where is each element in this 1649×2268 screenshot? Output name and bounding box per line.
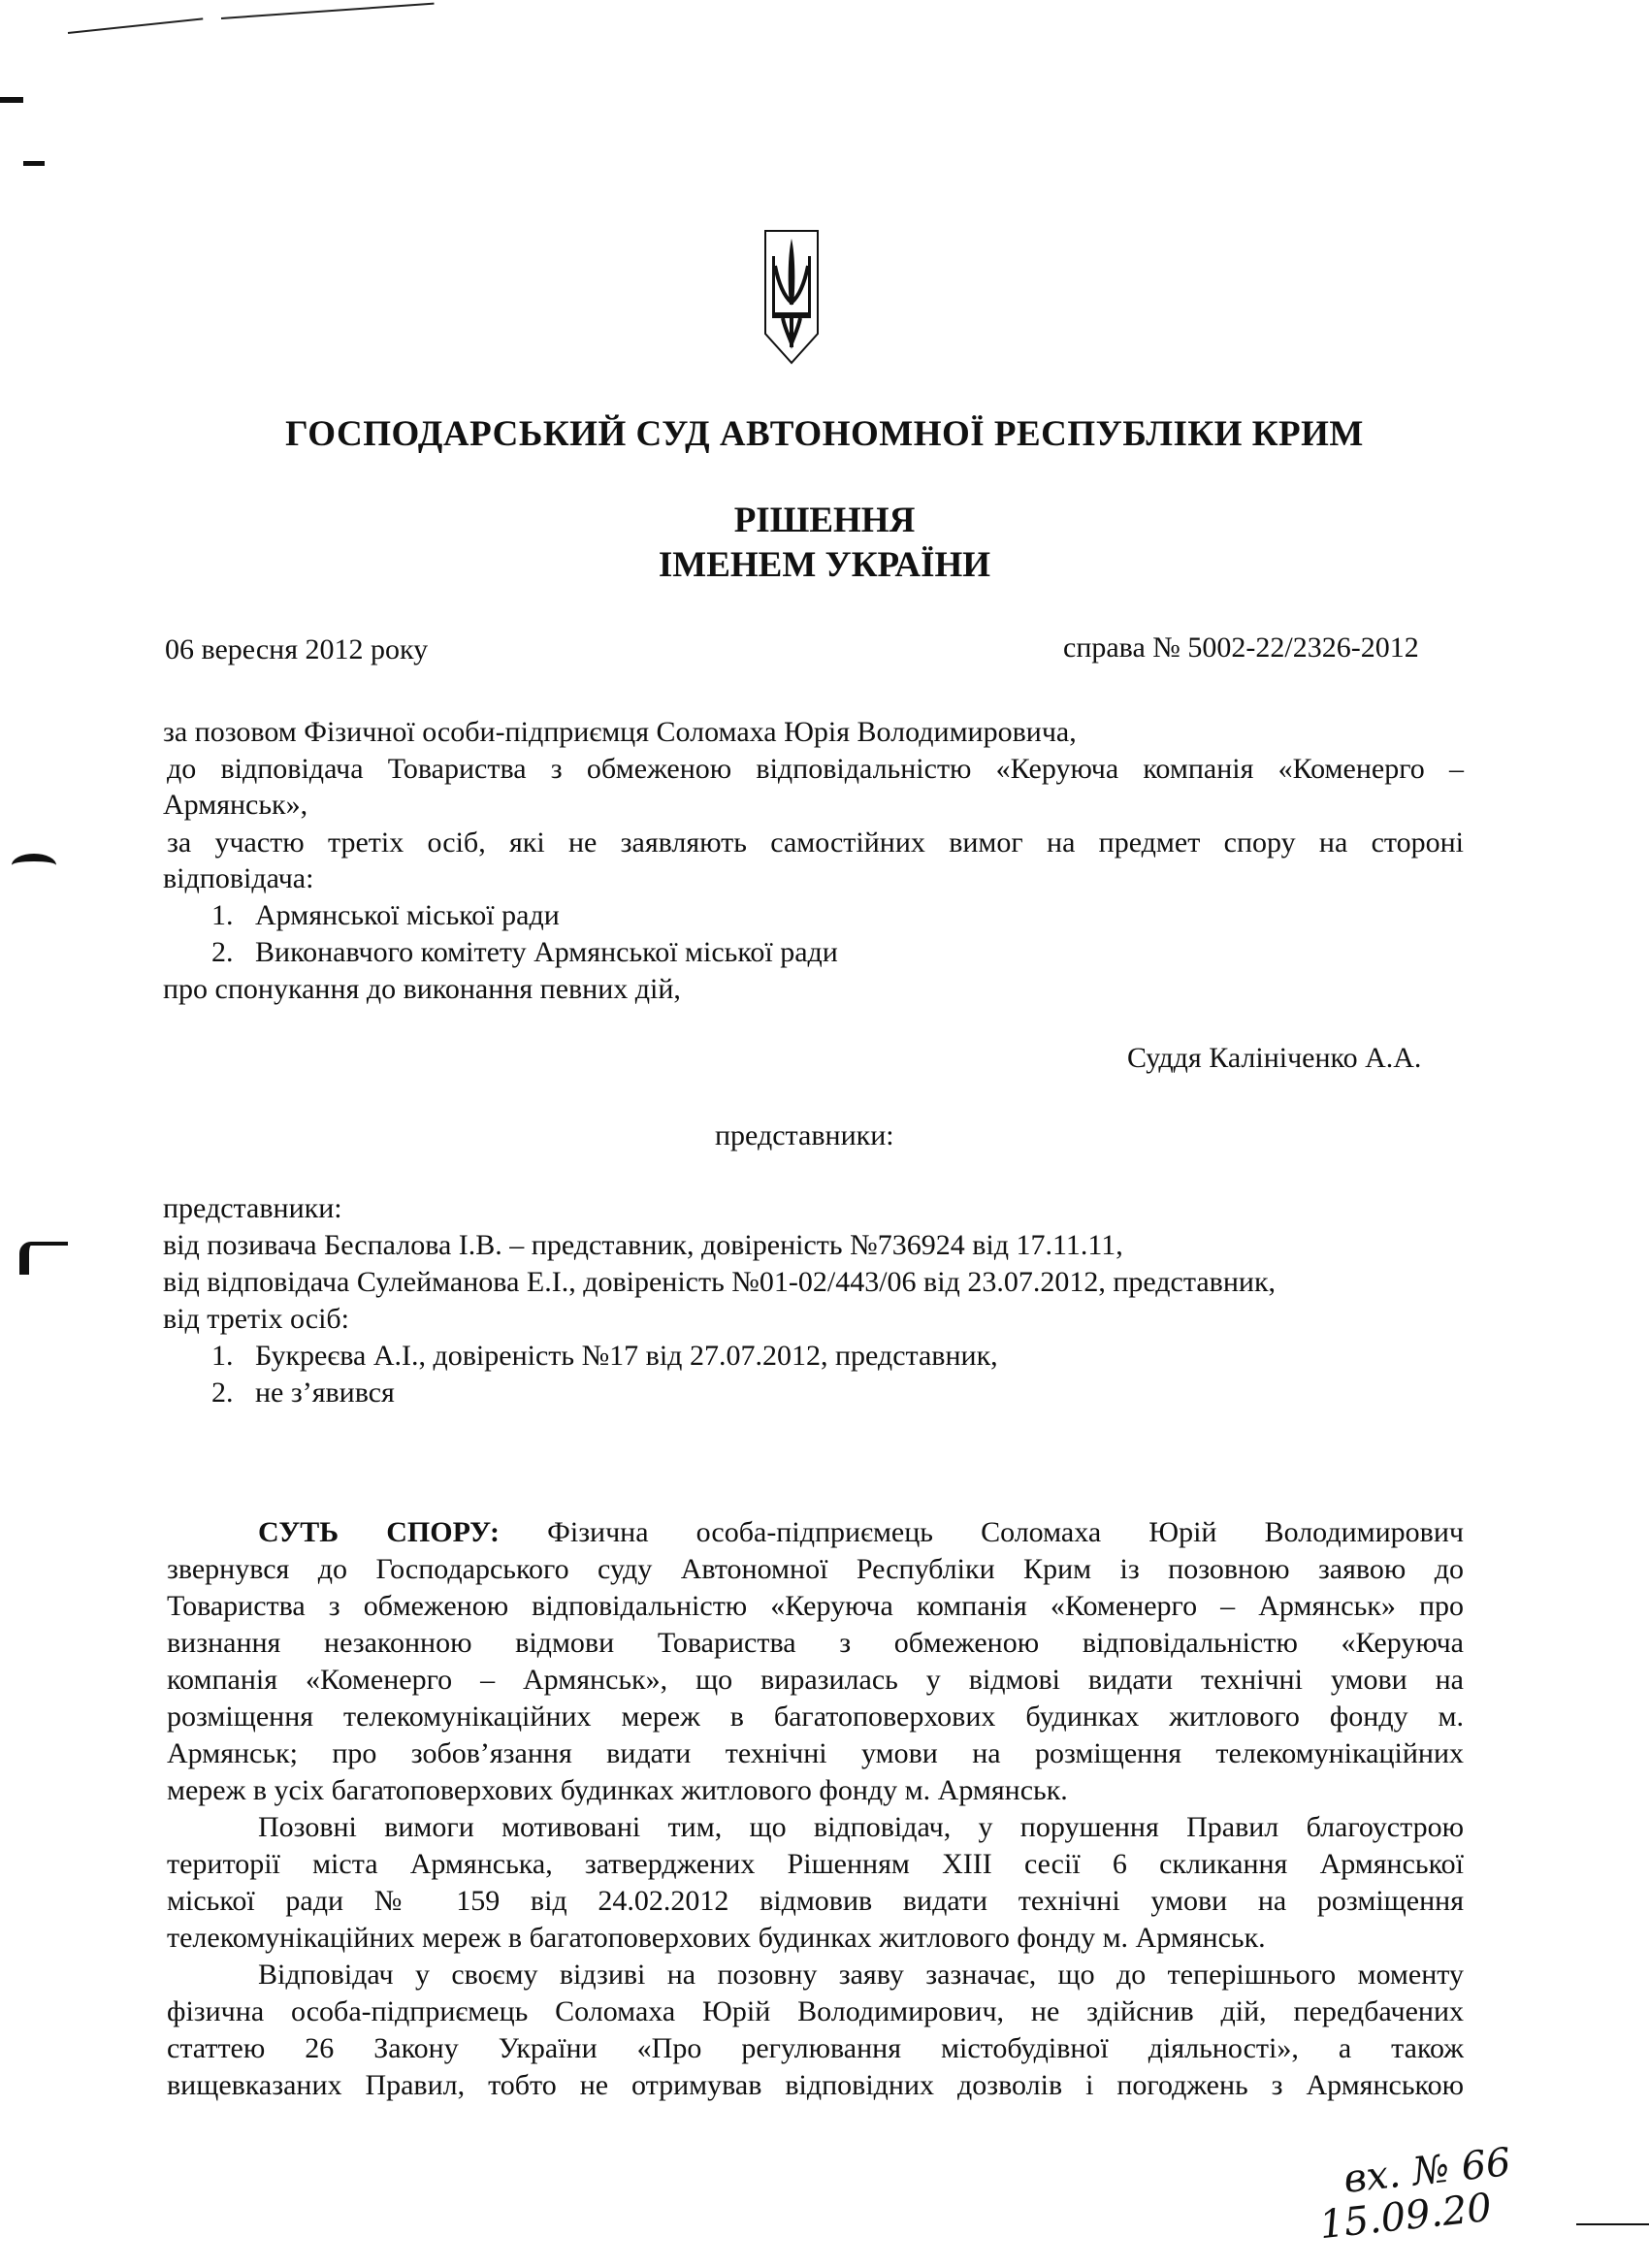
third-parties-line-cont: відповідача: [163,862,314,894]
paragraph-line: території міста Армянська, затверджених Рішенням XIII сесії 6 скликання Армянської [167,1848,1464,1880]
scan-artifact-margin-mark [0,97,23,103]
third-party-name: Виконавчого комітету Армянської міської ради [255,936,838,968]
paragraph-line: визнання незаконною відмови Товариства з обмеженою відповідальністю «Керуюча [167,1627,1464,1659]
list-number: 1. [211,1340,234,1372]
third-party-representative [211,1376,395,1410]
third-parties-line: за участю третіх осіб, які не заявляють самостійних вимог на предмет спору на стороні [167,826,1464,859]
trident-coat-of-arms-icon [761,227,822,367]
case-subject: про спонукання до виконання певних дій, [163,973,681,1005]
handwritten-note-line2: 15.09.20 [1317,2185,1495,2249]
paragraph-line: Армянськ; про зобов’язання видати технічні умови на розміщення телекомунікаційних [167,1737,1464,1769]
scan-artifact-top-line [221,3,435,19]
representatives-centered-heading: представники: [715,1119,894,1151]
judge-name: Суддя Калініченко А.А. [1127,1042,1422,1074]
paragraph-line: Відповідач у своєму відзиві на позовну заяву зазначає, що до теперішнього моменту [258,1959,1464,1991]
plaintiff-representative: від позивача Беспалова І.В. – представник, довіреність №736924 від 17.11.11, [163,1229,1123,1261]
scan-artifact-bottom-line [1576,2223,1649,2225]
document-subtitle: ІМЕНЕМ УКРАЇНИ [658,545,991,585]
paragraph-line: розміщення телекомунікаційних мереж в багатоповерхових будинках житлового фонду м. [167,1701,1464,1733]
list-number: 1. [211,899,234,931]
paragraph-line: Позовні вимоги мотивовані тим, що відповідач, у порушення Правил благоустрою [258,1811,1464,1843]
paragraph-line: фізична особа-підприємець Соломаха Юрій Володимирович, не здійснив дій, передбачених [167,1995,1464,2027]
paragraph-line: телекомунікаційних мереж в багатоповерхових будинках житлового фонду м. Армянськ. [167,1922,1266,1954]
decision-date: 06 вересня 2012 року [165,633,429,665]
paragraph-line: вищевказаних Правил, тобто не отримував відповідних дозволів і погоджень з Армянською [167,2069,1464,2101]
paragraph-line: статтею 26 Закону України «Про регулювання містобудівної діяльності», а також [167,2032,1464,2064]
list-number: 2. [211,936,234,968]
paragraph-line: звернувся до Господарського суду Автономної Республіки Крим із позовною заявою до [167,1553,1464,1585]
defendant-line: до відповідача Товариства з обмеженою відповідальністю «Керуюча компанія «Коменерго – [167,753,1464,785]
representatives-heading: представники: [163,1192,342,1224]
case-number: справа № 5002-22/2326-2012 [1063,632,1419,664]
third-party-representative [211,1339,998,1374]
plaintiff-line: за позовом Фізичної особи-підприємця Соломаха Юрія Володимировича, [163,716,1077,748]
paragraph-line: міської ради № 159 від 24.02.2012 відмовив видати технічні умови на розміщення [167,1885,1464,1917]
document-type: РІШЕННЯ [733,501,916,540]
paragraph-line: Товариства з обмеженою відповідальністю «Керуюча компанія «Коменерго – Армянськ» про [167,1590,1464,1622]
third-party-name: Армянської міської ради [255,899,560,931]
third-parties-representatives-heading: від третіх осіб: [163,1303,349,1335]
defendant-representative: від відповідача Сулейманова Е.І., довіреність №01-02/443/06 від 23.07.2012, представник, [163,1266,1277,1298]
list-number: 2. [211,1377,234,1409]
text-fragment: Фізична особа-підприємець Соломаха Юрій Володимирович [547,1516,1464,1548]
essence-paragraph-line [258,1514,1464,1551]
scan-artifact-margin-mark [23,161,45,166]
paragraph-line: компанія «Коменерго – Армянськ», що виразилась у відмові видати технічні умови на [167,1664,1464,1696]
third-party-item [211,935,838,970]
third-party-item [211,898,560,933]
handwritten-note-line1: вх. № 66 [1342,2140,1513,2202]
court-name: ГОСПОДАРСЬКИЙ СУД АВТОНОМНОЇ РЕСПУБЛІКИ КРИМ [285,414,1364,454]
scan-artifact-margin-bracket [19,1242,68,1275]
defendant-line-cont: Армянськ», [163,789,308,821]
representative-text: Букреєва А.І., довіреність №17 від 27.07.2012, представник, [255,1340,998,1372]
scan-artifact-margin-arc [12,854,56,877]
representative-text: не з’явився [255,1377,395,1409]
scan-artifact-top-line-2 [68,17,203,34]
paragraph-line: мереж в усіх багатоповерхових будинках житлового фонду м. Армянськ. [167,1774,1068,1806]
essence-label: СУТЬ СПОРУ: [258,1516,501,1548]
